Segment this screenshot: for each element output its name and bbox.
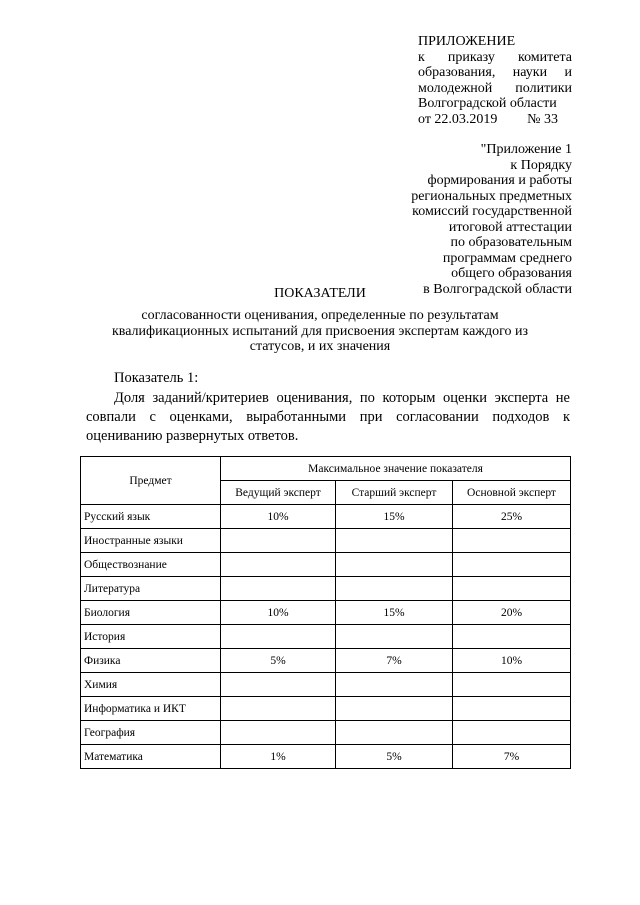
appendix-1-line: по образовательным: [450, 235, 572, 250]
value-cell: [221, 625, 336, 649]
appendix-1-block: [312, 142, 572, 297]
value-cell: [336, 697, 453, 721]
appendix-1-line: программам среднего: [442, 250, 572, 266]
appendix-line: Волгоградской области: [418, 96, 557, 111]
table-row: [81, 673, 571, 697]
appendix-title: ПРИЛОЖЕНИЕ: [418, 34, 516, 49]
indicator-table: [80, 456, 571, 769]
table-row: [81, 529, 571, 553]
appendix-1-line: к Порядку: [510, 157, 572, 173]
value-cell: [453, 697, 571, 721]
value-cell: [336, 577, 453, 601]
column-header-main: Основной эксперт: [453, 481, 571, 505]
table-row: [81, 745, 571, 769]
appendix-1-line: региональных предметных: [411, 188, 572, 204]
appendix-1-line: общего образования: [451, 266, 572, 281]
value-cell: [453, 721, 571, 745]
value-cell: [453, 529, 571, 553]
value-cell: [336, 625, 453, 649]
value-cell: [336, 721, 453, 745]
appendix-line: молодежной политики: [418, 80, 572, 96]
value-cell: 5%: [221, 649, 336, 673]
value-cell: 20%: [453, 601, 571, 625]
table-row: [81, 601, 571, 625]
appendix-1-line: в Волгоградской области: [423, 281, 572, 297]
value-cell: 1%: [221, 745, 336, 769]
value-cell: 10%: [221, 601, 336, 625]
subject-cell: География: [81, 721, 221, 745]
subject-header: Предмет: [81, 457, 221, 505]
value-cell: [453, 553, 571, 577]
value-cell: [453, 577, 571, 601]
subject-cell: История: [81, 625, 221, 649]
value-cell: 15%: [336, 505, 453, 529]
appendix-1-line: комиссий государственной: [412, 204, 572, 219]
value-cell: [336, 553, 453, 577]
value-cell: [221, 553, 336, 577]
subject-cell: Информатика и ИКТ: [81, 697, 221, 721]
value-cell: 7%: [453, 745, 571, 769]
subject-cell: Русский язык: [81, 505, 221, 529]
value-cell: [336, 673, 453, 697]
value-cell: [221, 697, 336, 721]
appendix-block: [418, 34, 572, 127]
value-cell: [336, 529, 453, 553]
appendix-1-line: формирования и работы: [427, 173, 572, 188]
subject-cell: Литература: [81, 577, 221, 601]
value-cell: [221, 577, 336, 601]
value-cell: [221, 721, 336, 745]
appendix-1-line: "Приложение 1: [480, 142, 572, 157]
max-value-header: Максимальное значение показателя: [221, 457, 571, 481]
value-cell: 7%: [336, 649, 453, 673]
value-cell: 25%: [453, 505, 571, 529]
value-cell: [221, 673, 336, 697]
indicator-label: Показатель 1:: [114, 370, 199, 386]
value-cell: [453, 625, 571, 649]
table-row: [81, 577, 571, 601]
value-cell: 10%: [453, 649, 571, 673]
value-cell: [453, 673, 571, 697]
appendix-date-number: [418, 112, 558, 128]
column-header-lead: Ведущий эксперт: [221, 481, 336, 505]
indicator-description: Доля заданий/критериев оценивания, по которым оценки эксперта не совпали с оценками, выработанными при согласовании подходов к оцениванию развернутых ответов.: [86, 390, 570, 444]
subject-cell: Математика: [81, 745, 221, 769]
subject-cell: Обществознание: [81, 553, 221, 577]
document-title: ПОКАЗАТЕЛИ: [274, 286, 366, 301]
subject-cell: Иностранные языки: [81, 529, 221, 553]
appendix-line: к приказу комитета: [418, 49, 572, 65]
subject-cell: Химия: [81, 673, 221, 697]
table-row: [81, 649, 571, 673]
document-subtitle: согласованности оценивания, определенные по результатам квалификационных испытаний для присвоения экспертам каждого из статусов, и их значения: [111, 308, 528, 354]
appendix-1-line: итоговой аттестации: [448, 219, 572, 235]
table-row: [81, 553, 571, 577]
value-cell: 10%: [221, 505, 336, 529]
column-header-senior: Старший эксперт: [336, 481, 453, 505]
value-cell: 15%: [336, 601, 453, 625]
table-row: [81, 505, 571, 529]
order-number: № 33: [527, 111, 558, 127]
appendix-line: образования, науки и: [418, 65, 572, 80]
value-cell: [221, 529, 336, 553]
table-row: [81, 721, 571, 745]
order-date: от 22.03.2019: [418, 111, 498, 127]
value-cell: 5%: [336, 745, 453, 769]
subject-cell: Биология: [81, 601, 221, 625]
table-row: [81, 697, 571, 721]
subject-cell: Физика: [81, 649, 221, 673]
table-row: [81, 625, 571, 649]
